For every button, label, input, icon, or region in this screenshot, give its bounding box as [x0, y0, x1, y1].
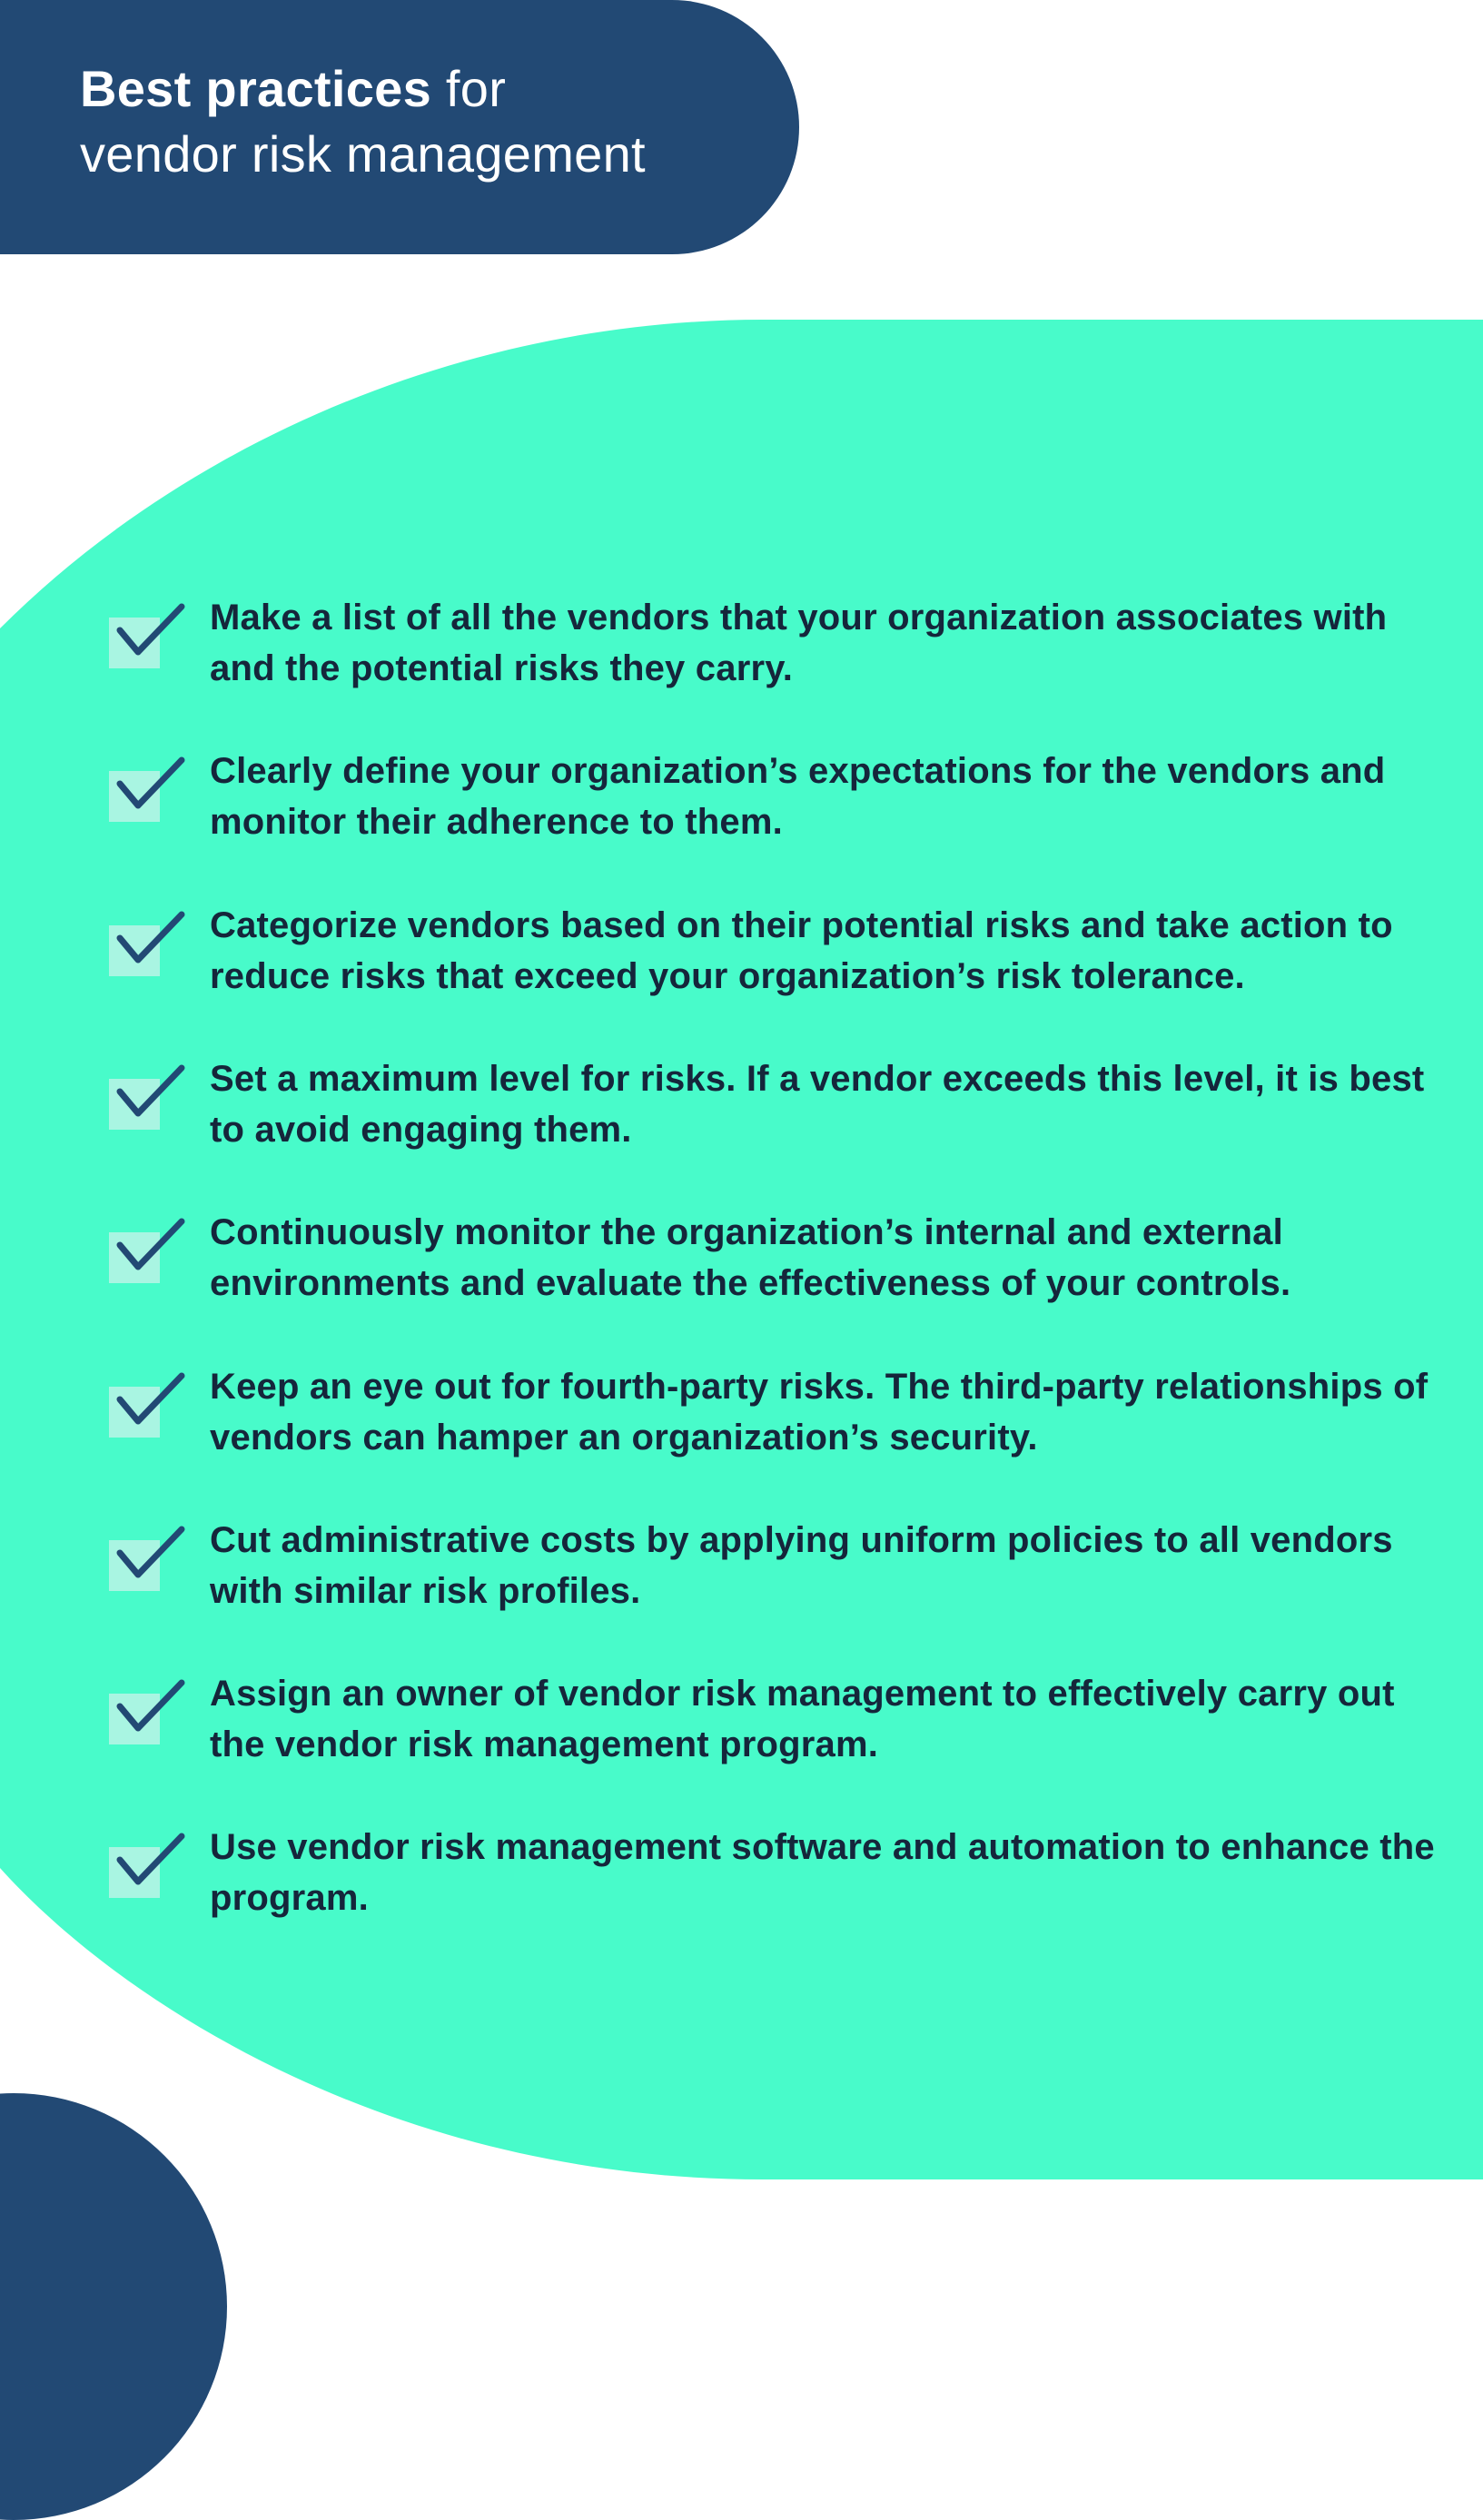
checkmark-icon: [113, 1675, 189, 1741]
list-item: [0, 1675, 1483, 1803]
checkmark-icon: [113, 907, 189, 973]
checkmark-icon: [113, 1522, 189, 1587]
list-item: [0, 753, 1483, 880]
checkmark-icon: [113, 1829, 189, 1894]
checkmark-icon: [113, 1369, 189, 1434]
list-item: [0, 1829, 1483, 1956]
list-item: [0, 907, 1483, 1034]
checkmark-icon: [113, 599, 189, 665]
practice-text: Assign an owner of vendor risk management to effectively carry out the vendor risk management program.: [210, 1674, 1395, 1764]
practice-text: Clearly define your organization’s expectations for the vendors and monitor their adherence to them.: [210, 751, 1386, 842]
practice-text: Make a list of all the vendors that your organization associates with and the potential risks they carry.: [210, 598, 1388, 688]
practice-text: Set a maximum level for risks. If a vendor exceeds this level, it is best to avoid engaging them.: [210, 1059, 1425, 1150]
page-title-rest: for: [431, 60, 507, 117]
practice-text: Keep an eye out for fourth-party risks. The third-party relationships of vendors can hamper an organization’s security.: [210, 1367, 1429, 1458]
list-item: [0, 1522, 1483, 1649]
checkmark-icon: [113, 753, 189, 818]
page-subtitle: vendor risk management: [80, 125, 646, 183]
practice-text: Continuously monitor the organization’s internal and external environments and evaluate the effectiveness of your controls.: [210, 1212, 1291, 1303]
practice-text: Use vendor risk management software and automation to enhance the program.: [210, 1827, 1435, 1918]
page-title-bold: Best practices: [80, 60, 432, 117]
list-item: [0, 1214, 1483, 1341]
checkmark-icon: [113, 1061, 189, 1126]
list-item: [0, 1061, 1483, 1188]
practice-text: Categorize vendors based on their potential risks and take action to reduce risks that exceed your organization’s risk tolerance.: [210, 905, 1393, 996]
list-item: [0, 599, 1483, 726]
practice-text: Cut administrative costs by applying uniform policies to all vendors with similar risk profiles.: [210, 1520, 1393, 1611]
checkmark-icon: [113, 1214, 189, 1280]
list-item: [0, 1369, 1483, 1496]
